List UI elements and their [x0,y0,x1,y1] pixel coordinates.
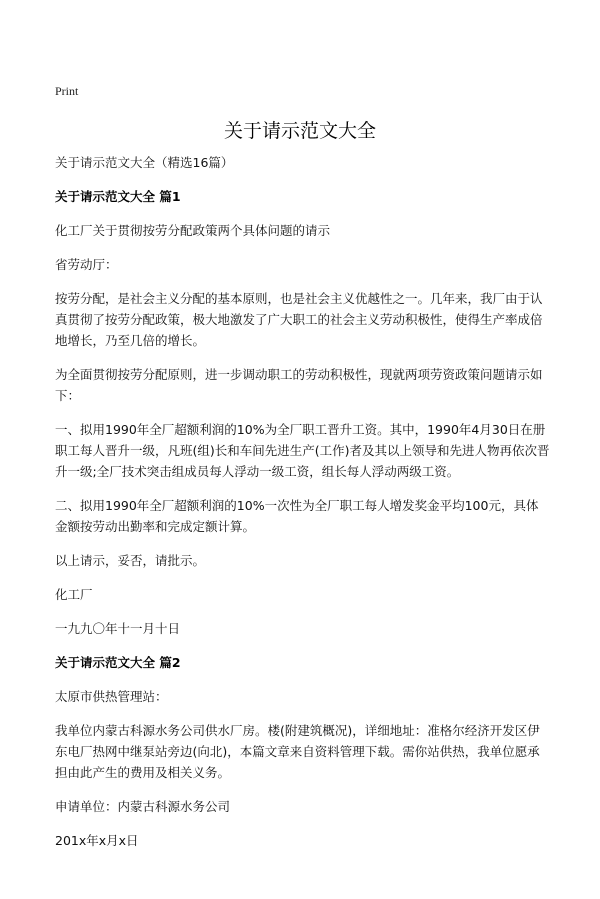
signature-date: 一九九〇年十一月十日 [55,621,181,636]
document-body [55,152,550,864]
signature-org: 化工厂 [55,587,93,602]
section-heading-1: 关于请示范文大全 篇1 [55,189,181,204]
section-heading-2: 关于请示范文大全 篇2 [55,655,181,670]
paragraph: 化工厂关于贯彻按劳分配政策两个具体问题的请示 [55,223,331,238]
print-label: Print [55,84,79,98]
document-subtitle: 关于请示范文大全（精选16篇） [55,155,234,170]
paragraph: 按劳分配，是社会主义分配的基本原则，也是社会主义优越性之一。几年来，我厂由于认真贯彻了按劳分配政策，极大地激发了广大职工的社会主义劳动积极性，使得生产率成倍地增长，乃至几倍的增长。 [55,291,543,348]
page-title: 关于请示范文大全 [223,120,376,142]
paragraph: 二、拟用1990年全厂超额利润的10%一次性为全厂职工每人增发奖金平均100元，具体金额按劳动出勤率和完成定额计算。 [55,498,539,534]
signature-org: 申请单位：内蒙古科源水务公司 [55,799,231,814]
paragraph: 我单位内蒙古科源水务公司供水厂房。楼(附建筑概况)，详细地址：准格尔经济开发区伊东电厂热网中继泵站旁边(向北)，本篇文章来自资料管理下载。需你站供热，我单位愿承担由此产生的费用及相关义务。 [55,723,540,780]
paragraph: 为全面贯彻按劳分配原则，进一步调动职工的劳动积极性，现就两项劳资政策问题请示如下： [55,367,543,403]
paragraph: 太原市供热管理站： [55,689,168,704]
paragraph: 以上请示，妥否，请批示。 [55,553,206,568]
paragraph: 一、拟用1990年全厂超额利润的10%为全厂职工晋升工资。其中，1990年4月30日在册职工每人晋升一级，凡班(组)长和车间先进生产(工作)者及其以上领导和先进人物再依次晋升一级;全厂技术突击组成员每人浮动一级工资，组长每人浮动两级工资。 [55,422,550,479]
paragraph: 省劳动厅： [55,257,118,272]
signature-date: 201x年x月x日 [55,833,139,848]
